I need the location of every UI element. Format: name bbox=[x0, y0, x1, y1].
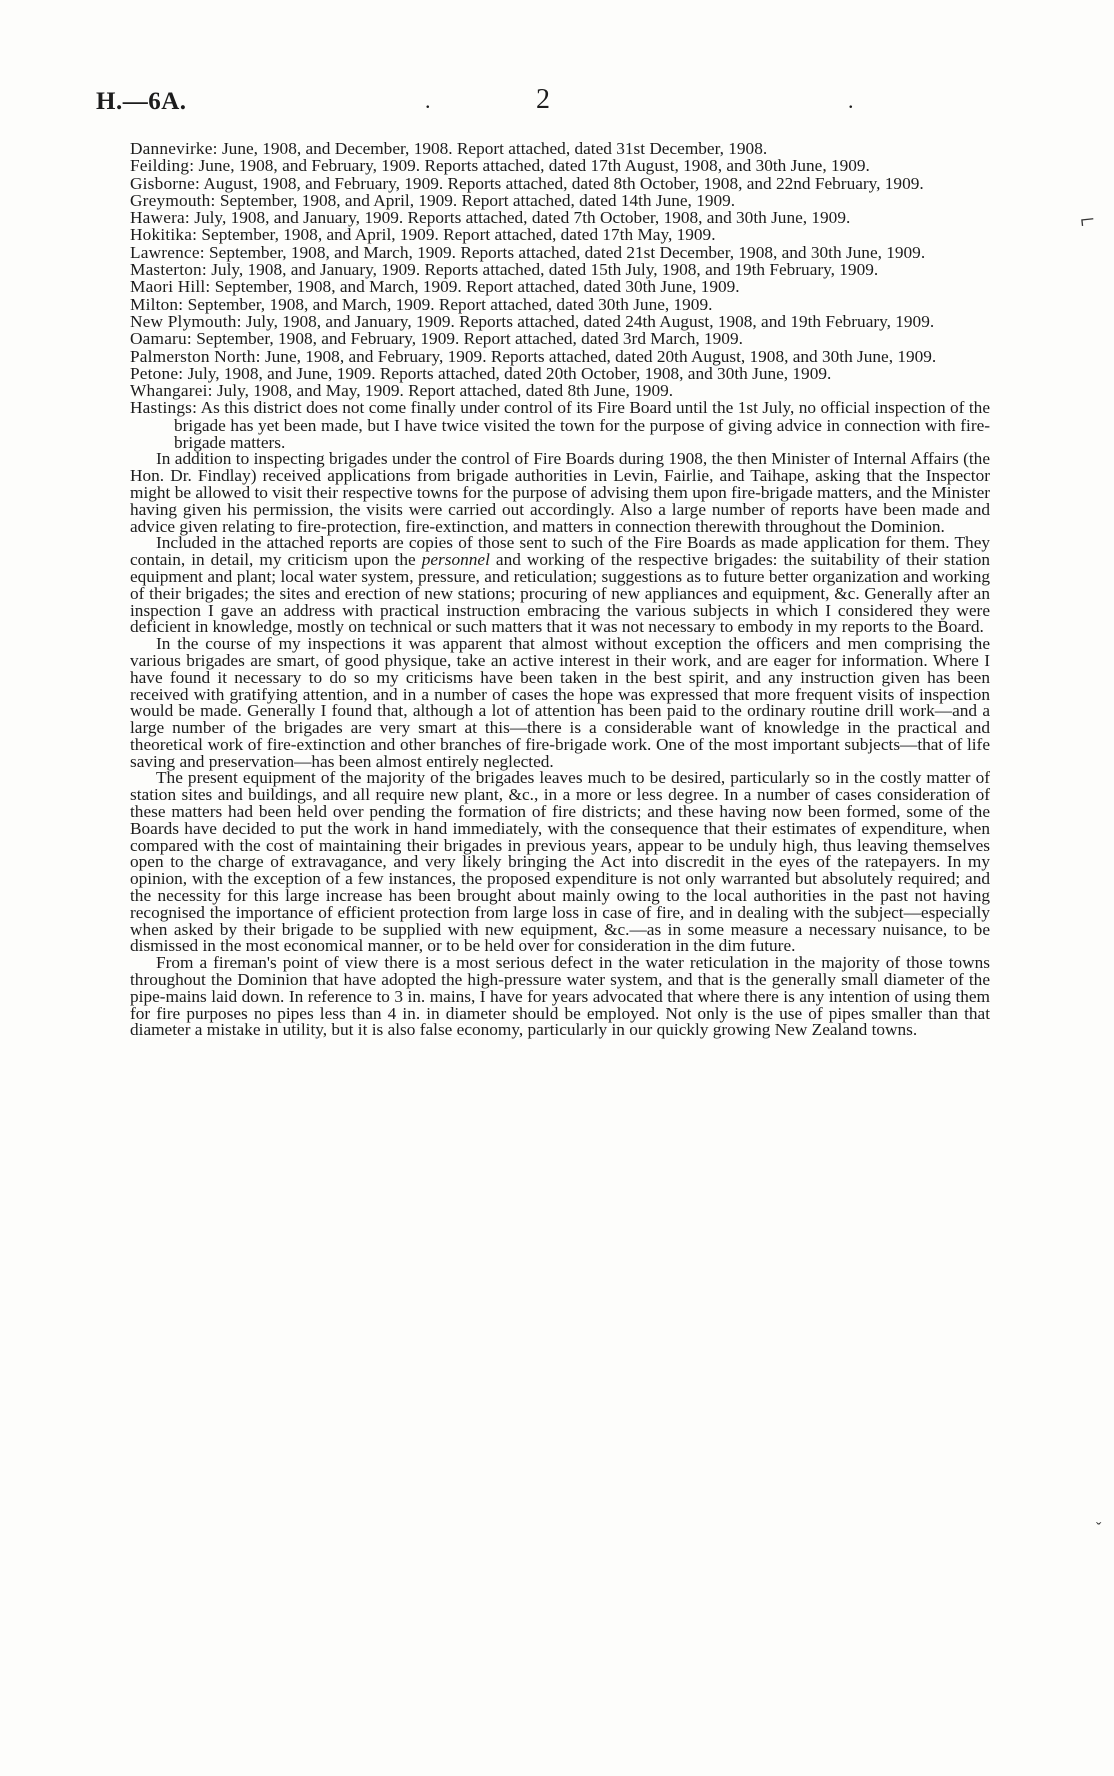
paragraph-text: Included in the attached reports are copies of those sent to such of the Fire Boards as made application for them. They contain, in detail, my criticism upon the bbox=[130, 533, 990, 570]
entry-place: Milton: bbox=[130, 294, 184, 314]
inspection-entry-palmerston-north bbox=[130, 348, 990, 365]
inspection-entry-lawrence bbox=[130, 244, 990, 261]
document-reference: H.—6A. bbox=[96, 88, 187, 115]
inspection-entry-gisborne bbox=[130, 175, 990, 192]
margin-mark-icon: ⌐ bbox=[1078, 204, 1097, 235]
inspection-entry-oamaru bbox=[130, 330, 990, 347]
entry-place: Hawera: bbox=[130, 208, 190, 228]
margin-tick-icon: ˇ bbox=[1096, 1520, 1102, 1537]
entry-details: As this district does not come finally under control of its Fire Board until the 1st July, no official inspection of the brigade has yet been made, but I have twice visited the town for the purpose of giving advice in connection with fire-brigade matters. bbox=[174, 398, 990, 453]
inspection-entry-hastings bbox=[130, 399, 990, 451]
inspection-entry-dannevirke bbox=[130, 140, 990, 157]
entry-place: Dannevirke: bbox=[130, 139, 218, 158]
entry-place: Hokitika: bbox=[130, 225, 198, 245]
entry-place: Hastings: bbox=[130, 398, 198, 418]
entry-place: Maori Hill: bbox=[130, 277, 211, 297]
header-dot-left: . bbox=[425, 88, 431, 113]
entry-details: July, 1908, and May, 1909. Report attached, dated 8th June, 1909. bbox=[216, 381, 674, 401]
page-number: 2 bbox=[536, 84, 550, 115]
paragraph-brigade-observations: In the course of my inspections it was apparent that almost without exception the officers and men comprising the various brigades are smart, of good physique, take an active interest in their work, and are eager for information. Where I have found it necessary to do so my criticisms have been taken in the best spirit, and any instruction given has been received with gratifying attention, and in a number of cases the hope was expressed that more frequent visits of inspection would be made. Generally I found that, although a lot of attention has been paid to the ordinary routine drill work—and a large number of the brigades are very smart at this—there is a considerable want of knowledge in the practical and theoretical work of fire-extinction and other branches of fire-brigade work. One of the most important subjects—that of life saving and preservation—has been almost entirely neglected. bbox=[130, 634, 990, 771]
paragraph-attached-reports bbox=[130, 535, 990, 636]
entry-details: July, 1908, and June, 1909. Reports attached, dated 20th October, 1908, and 30th June, 1909. bbox=[187, 363, 832, 383]
entry-details: August, 1908, and February, 1909. Reports attached, dated 8th October, 1908, and 22nd February, 1909. bbox=[203, 173, 924, 193]
entry-place: Whangarei: bbox=[130, 381, 213, 401]
entry-details: September, 1908, and March, 1909. Report attached, dated 30th June, 1909. bbox=[214, 277, 740, 297]
inspection-entry-new-plymouth bbox=[130, 313, 990, 330]
inspection-entry-whangarei bbox=[130, 382, 990, 399]
entry-details: June, 1908, and February, 1909. Reports attached, dated 17th August, 1908, and 30th June, 1909. bbox=[198, 156, 870, 176]
inspection-entry-maori-hill bbox=[130, 278, 990, 295]
inspection-entry-masterton bbox=[130, 261, 990, 278]
entry-details: September, 1908, and February, 1909. Report attached, dated 3rd March, 1909. bbox=[196, 329, 743, 349]
inspection-list bbox=[130, 140, 990, 451]
entry-place: Feilding: bbox=[130, 156, 195, 176]
inspection-entry-feilding bbox=[130, 157, 990, 174]
entry-place: Palmerston North: bbox=[130, 346, 261, 366]
paragraph-additional-visits: In addition to inspecting brigades under the control of Fire Boards during 1908, the then Minister of Internal Affairs (the Hon. Dr. Findlay) received applications from brigade authorities in Levin, Fairlie, and Taihape, asking that the Inspector might be allowed to visit their respective towns for the purpose of advising them upon fire-brigade matters, and the Minister having given his permission, the visits were carried out accordingly. Also a large number of reports have been made and advice given relating to fire-protection, fire-extinction, and matters in connection therewith throughout the Dominion. bbox=[130, 449, 990, 536]
emphasis-personnel: personnel bbox=[421, 550, 490, 570]
entry-place: Lawrence: bbox=[130, 242, 205, 262]
paragraph-equipment: The present equipment of the majority of the brigades leaves much to be desired, particularly so in the costly matter of station sites and buildings, and all require new plant, &c., in a more or less degree. In a number of cases consideration of these matters had been held over pending the formation of fire districts; and these having now been formed, some of the Boards have decided to put the work in hand immediately, with the consequence that their estimates of expenditure, when compared with the cost of maintaining their brigades in previous years, appear to be unduly high, thus leaving themselves open to the charge of extravagance, and very likely bringing the Act into discredit in the eyes of the ratepayers. In my opinion, with the exception of a few instances, the proposed expenditure is not only warranted but absolutely required; and the necessity for this large increase has been brought about mainly owing to the local authorities in the past not having recognised the importance of efficient protection from large loss in case of fire, and in dealing with the subject—especially when asked by their brigade to be supplied with new equipment, &c.—as in some measure a necessary nuisance, to be dismissed in the most economical manner, or to be held over for consideration in the dim future. bbox=[130, 768, 990, 956]
entry-place: Gisborne: bbox=[130, 173, 200, 193]
entry-details: June, 1908, and February, 1909. Reports attached, dated 20th August, 1908, and 30th June, 1909. bbox=[264, 346, 937, 366]
paragraph-water-reticulation: From a fireman's point of view there is a most serious defect in the water reticulation in the majority of those towns throughout the Dominion that have adopted the high-pressure water system, and that is the generally small diameter of the pipe-mains laid down. In reference to 3 in. mains, I have for years advocated that where there is any intention of using them for fire purposes no pipes less than 4 in. in diameter should be employed. Not only is the use of pipes smaller than that diameter a mistake in utility, but it is also false economy, particularly in our quickly growing New Zealand towns. bbox=[130, 953, 990, 1040]
entry-details: September, 1908, and March, 1909. Reports attached, dated 21st December, 1908, and 30th June, 1909. bbox=[209, 242, 926, 262]
page-header bbox=[96, 84, 876, 128]
entry-details: September, 1908, and April, 1909. Report attached, dated 14th June, 1909. bbox=[219, 190, 736, 210]
inspection-entry-hokitika bbox=[130, 226, 990, 243]
entry-details: September, 1908, and April, 1909. Report attached, dated 17th May, 1909. bbox=[201, 225, 716, 245]
entry-details: September, 1908, and March, 1909. Report attached, dated 30th June, 1909. bbox=[187, 294, 713, 314]
paragraph-text: and working of the respective brigades: the suitability of their station equipment and plant; local water system, pressure, and reticulation; suggestions as to future better organization and working of their brigades; the sites and erection of new stations; procuring of new appliances and equipment, &c. Generally after an inspection I gave an address with practical instruction embracing the various subjects in which I considered they were deficient in knowledge, mostly on technical or such matters that it was not necessary to embody in my reports to the Board. bbox=[130, 550, 990, 637]
entry-details: July, 1908, and January, 1909. Reports attached, dated 7th October, 1908, and 30th June, 1909. bbox=[194, 208, 851, 228]
document-body bbox=[130, 140, 990, 1039]
entry-details: July, 1908, and January, 1909. Reports attached, dated 24th August, 1908, and 19th February, 1909. bbox=[245, 311, 935, 331]
entry-details: June, 1908, and December, 1908. Report attached, dated 31st December, 1908. bbox=[221, 139, 768, 158]
entry-place: Masterton: bbox=[130, 260, 207, 280]
header-dot-right: . bbox=[848, 88, 854, 113]
inspection-entry-petone bbox=[130, 365, 990, 382]
entry-place: Greymouth: bbox=[130, 190, 216, 210]
inspection-entry-hawera bbox=[130, 209, 990, 226]
inspection-entry-milton bbox=[130, 296, 990, 313]
entry-place: Oamaru: bbox=[130, 329, 192, 349]
entry-place: New Plymouth: bbox=[130, 311, 242, 331]
entry-place: Petone: bbox=[130, 363, 184, 383]
entry-details: July, 1908, and January, 1909. Reports attached, dated 15th July, 1908, and 19th February, 1909. bbox=[211, 260, 879, 280]
inspection-entry-greymouth bbox=[130, 192, 990, 209]
